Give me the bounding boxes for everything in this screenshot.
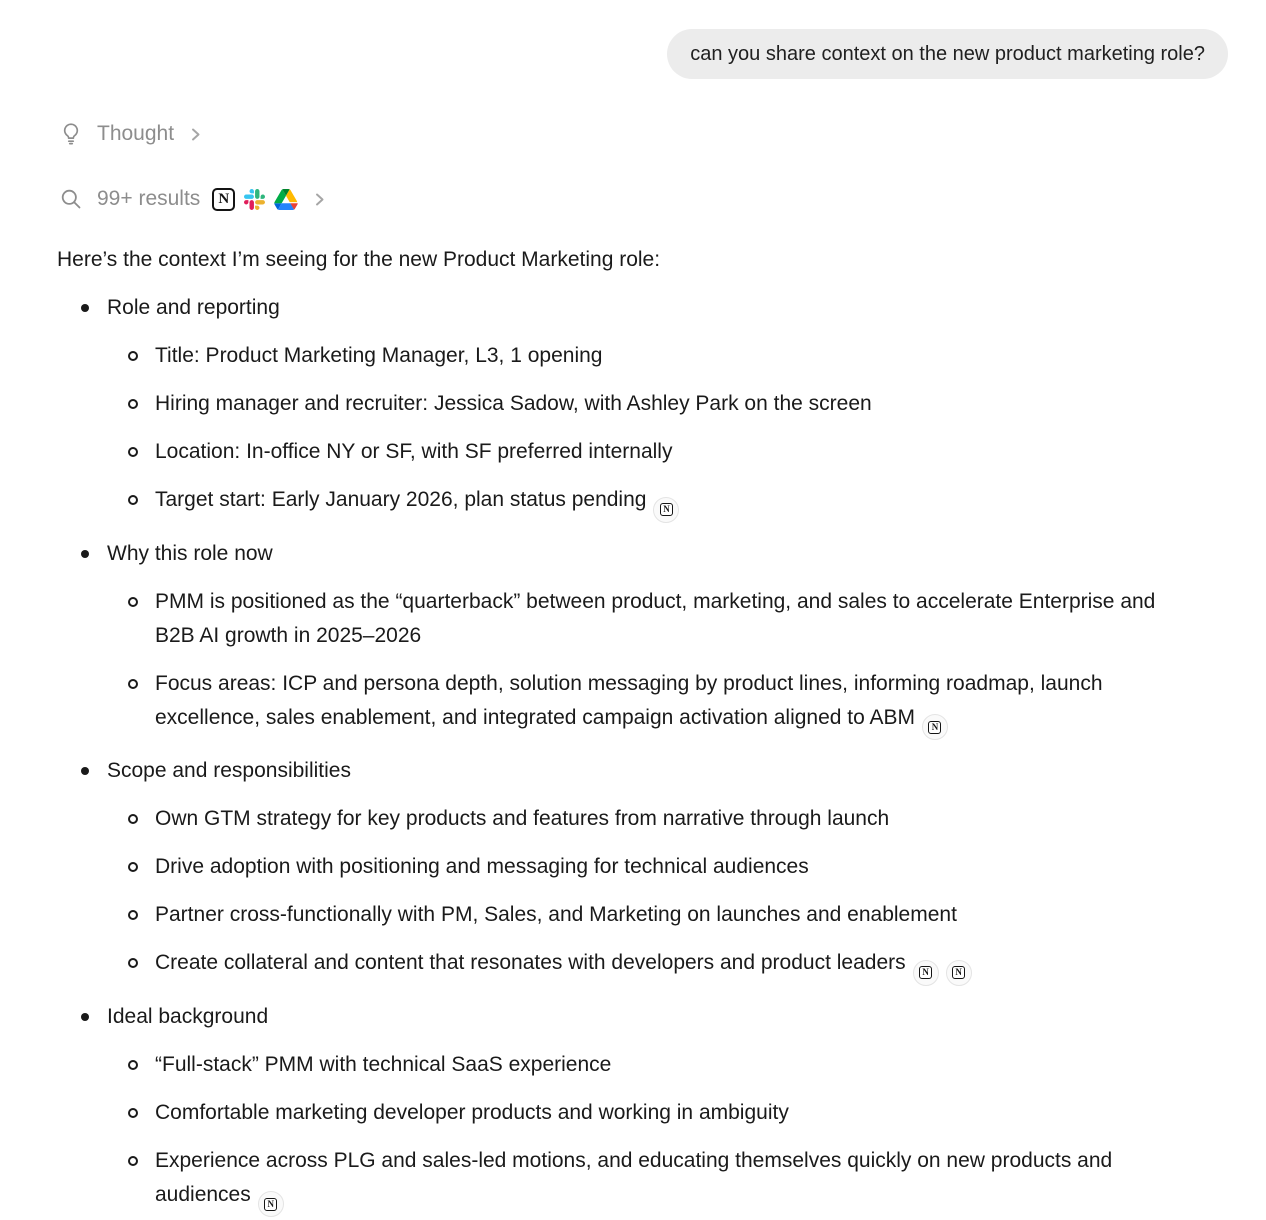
- notion-citation-badge[interactable]: [922, 714, 948, 740]
- notion-citation-badge[interactable]: [653, 497, 679, 523]
- list-item: [107, 1096, 1160, 1130]
- chevron-right-icon: [311, 191, 328, 208]
- list-item-text: Focus areas: ICP and persona depth, solution messaging by product lines, informing roadmap, launch excellence, sales enablement, and integrated campaign activation aligned to ABM: [155, 671, 1103, 729]
- list-item-text: Own GTM strategy for key products and features from narrative through launch: [155, 807, 890, 830]
- list-item-text: Partner cross-functionally with PM, Sales, and Marketing on launches and enablement: [155, 903, 957, 926]
- notion-icon: N: [952, 966, 965, 979]
- source-icons: [212, 188, 298, 211]
- section-ideal-background: [57, 1000, 1228, 1218]
- notion-icon: N: [919, 966, 932, 979]
- notion-icon: N: [660, 503, 673, 516]
- notion-icon: N: [928, 721, 941, 734]
- section-title: Role and reporting: [107, 296, 280, 319]
- list-item-text: Drive adoption with positioning and messaging for technical audiences: [155, 855, 809, 878]
- list-item-text: PMM is positioned as the “quarterback” between product, marketing, and sales to accelerate Enterprise and B2B AI growth in 2025–2026: [155, 589, 1156, 647]
- section-why-this-role-now: [57, 537, 1228, 741]
- notion-icon: N: [264, 1198, 277, 1211]
- list-item: [107, 946, 1160, 986]
- slack-icon: [244, 189, 265, 210]
- thought-label: Thought: [97, 122, 175, 145]
- thought-toggle[interactable]: [59, 121, 1228, 147]
- list-item-text: Hiring manager and recruiter: Jessica Sadow, with Ashley Park on the screen: [155, 392, 872, 415]
- section-title: Ideal background: [107, 1004, 269, 1028]
- response-outline: [57, 291, 1228, 1217]
- section-role-and-reporting: [57, 291, 1228, 523]
- list-item: [107, 802, 1160, 836]
- user-message-bubble: can you share context on the new product marketing role?: [667, 29, 1228, 79]
- list-item-text: Location: In-office NY or SF, with SF preferred internally: [155, 440, 673, 463]
- notion-icon: N: [212, 188, 235, 211]
- notion-citation-badge[interactable]: [946, 960, 972, 986]
- list-item-text: “Full-stack” PMM with technical SaaS experience: [155, 1052, 612, 1076]
- user-message-row: [57, 29, 1228, 79]
- list-item-text: Comfortable marketing developer products and working in ambiguity: [155, 1100, 789, 1124]
- list-item: [107, 483, 1160, 523]
- lightbulb-icon: [59, 121, 83, 147]
- results-count-label: 99+ results: [97, 187, 201, 210]
- list-item: [107, 435, 1160, 469]
- list-item-text: Experience across PLG and sales-led motions, and educating themselves quickly on new products and audiences: [155, 1148, 1113, 1206]
- list-item-text: Title: Product Marketing Manager, L3, 1 opening: [155, 344, 603, 367]
- list-item: [107, 1144, 1160, 1218]
- chevron-right-icon: [187, 126, 204, 143]
- section-title: Scope and responsibilities: [107, 759, 351, 782]
- list-item: [107, 585, 1160, 653]
- list-item: [107, 387, 1160, 421]
- search-icon: [59, 187, 83, 211]
- section-scope-and-responsibilities: [57, 754, 1228, 986]
- list-item-text: Target start: Early January 2026, plan status pending: [155, 488, 647, 511]
- list-item: [107, 1048, 1160, 1082]
- notion-citation-badge[interactable]: [913, 960, 939, 986]
- search-results-toggle[interactable]: [59, 187, 1228, 211]
- list-item: [107, 667, 1160, 741]
- list-item-text: Create collateral and content that resonates with developers and product leaders: [155, 951, 906, 974]
- notion-citation-badge[interactable]: [258, 1191, 284, 1217]
- list-item: [107, 339, 1160, 373]
- section-title: Why this role now: [107, 541, 273, 565]
- list-item: [107, 898, 1160, 932]
- list-item: [107, 850, 1160, 884]
- google-drive-icon: [274, 189, 298, 210]
- response-intro: Here’s the context I’m seeing for the new Product Marketing role:: [57, 248, 661, 271]
